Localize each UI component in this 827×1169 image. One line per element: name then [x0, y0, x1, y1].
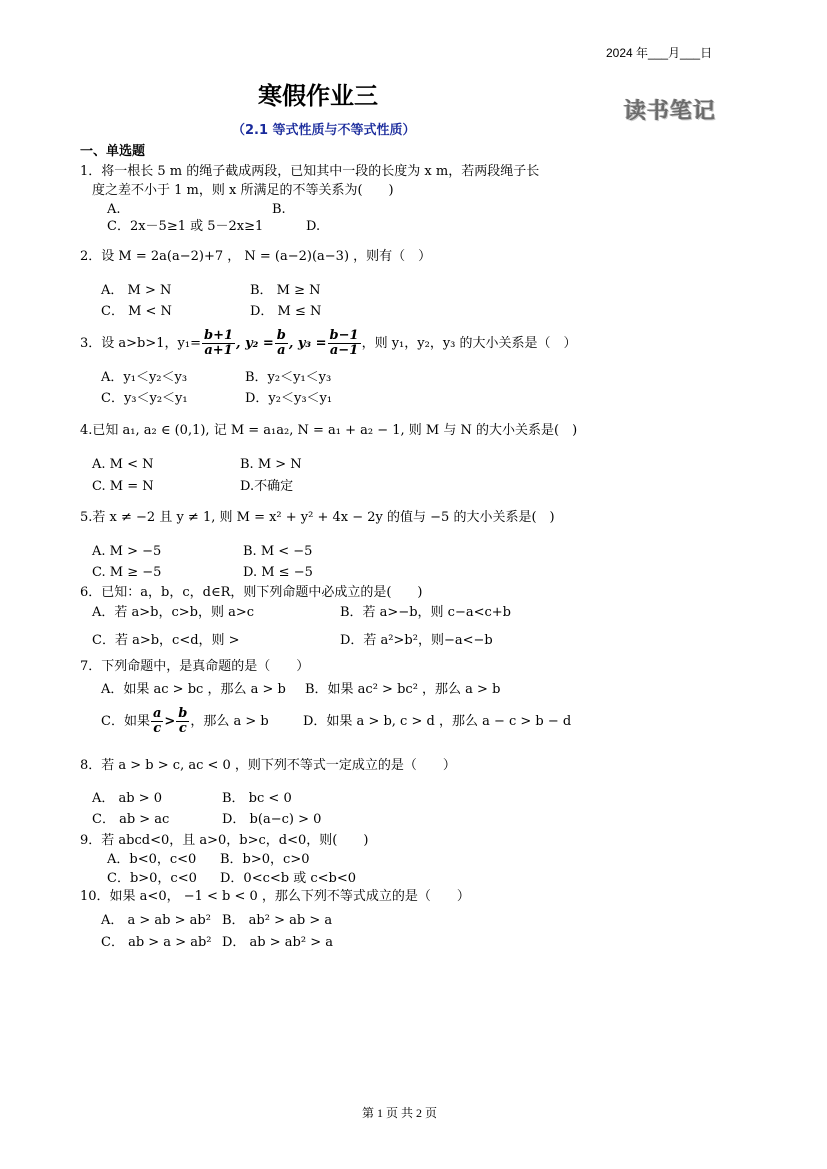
- page-subtitle: （2.1 等式性质与不等式性质）: [232, 123, 416, 138]
- question-stem: 2．设 M = 2a(a−2)+7 ， N = (a−2)(a−3) ，则有（ ）: [80, 249, 432, 264]
- question-stem: 10．如果 a<0， −1 < b < 0 ，那么下列不等式成立的是（ ）: [80, 889, 470, 904]
- option-d: D.: [306, 219, 321, 234]
- section-heading: 一、单选题: [80, 144, 146, 159]
- fraction-denominator: a+1: [204, 343, 233, 358]
- stem-prefix: 3．设 a>b>1，y₁=: [80, 336, 201, 351]
- option-d: D. M ≤ −5: [243, 565, 313, 580]
- option-b: B．b>0，c>0: [220, 852, 310, 867]
- option-c: [101, 705, 269, 739]
- question-stem: 4.已知 a₁, a₂ ∈ (0,1), 记 M = a₁a₂, N = a₁ + a₂ − 1, 则 M 与 N 的大小关系是( ): [80, 423, 578, 438]
- option-c-prefix: C．如果: [101, 714, 150, 729]
- question-stem: 9．若 abcd<0，且 a>0，b>c，d<0，则( ): [80, 833, 369, 848]
- option-b: B. M < −5: [243, 544, 313, 559]
- option-a: A．b<0，c<0: [107, 852, 197, 867]
- fraction-denominator: a: [277, 343, 286, 358]
- option-b: B． M ≥ N: [250, 283, 321, 298]
- option-b: B．y₂＜y₁＜y₃: [245, 370, 332, 385]
- option-a: A.: [107, 202, 121, 217]
- option-c: C． ab > ac: [92, 812, 170, 827]
- fraction-denominator: a−1: [329, 343, 359, 358]
- option-d: D． M ≤ N: [250, 304, 322, 319]
- date-line: 2024 年___月___日: [606, 46, 713, 60]
- option-c: C. M = N: [92, 479, 154, 494]
- option-c: C．2x－5≥1 或 5－2x≥1: [107, 219, 264, 234]
- fraction-b-over-c: [176, 707, 189, 736]
- fraction-numerator: a: [152, 706, 162, 721]
- option-b: B．如果 ac² > bc² ，那么 a > b: [305, 682, 501, 697]
- option-a: A．y₁＜y₂＜y₃: [101, 370, 188, 385]
- fraction-denominator: c: [178, 721, 187, 736]
- fraction-numerator: b+1: [203, 328, 234, 343]
- option-d: D．若 a²>b²，则−a<−b: [340, 633, 493, 648]
- fraction-a-over-c: [151, 707, 163, 736]
- option-a: A． a > ab > ab²: [101, 913, 211, 928]
- question-stem: 6．已知：a，b，c，d∈R，则下列命题中必成立的是( ): [80, 585, 423, 600]
- option-c: C． M < N: [101, 304, 172, 319]
- stem-y3: , y₃ =: [288, 336, 327, 351]
- option-a: A． ab > 0: [92, 791, 163, 806]
- option-c: C． ab > a > ab²: [101, 935, 212, 950]
- option-c: C. M ≥ −5: [92, 565, 162, 580]
- option-c: C．b>0，c<0: [107, 871, 197, 886]
- option-d: D． ab > ab² > a: [222, 935, 333, 950]
- option-b: B.: [272, 202, 286, 217]
- question-stem: 7．下列命题中，是真命题的是（ ）: [80, 659, 310, 674]
- option-b: B．若 a>−b，则 c−a<c+b: [340, 605, 511, 620]
- fraction-numerator: b: [178, 706, 188, 721]
- greater-than: >: [164, 714, 176, 729]
- question-stem: 8．若 a > b > c, ac < 0 ，则下列不等式一定成立的是（ ）: [80, 758, 456, 773]
- option-d: D.不确定: [240, 479, 294, 494]
- option-a: A．如果 ac > bc ，那么 a > b: [101, 682, 286, 697]
- fraction-denominator: c: [153, 721, 162, 736]
- option-c-suffix: ，那么 a > b: [190, 714, 269, 729]
- stem-y2: , y₂ =: [236, 336, 274, 351]
- option-d: D． b(a−c) > 0: [222, 812, 322, 827]
- option-d: D．0<c<b 或 c<b<0: [220, 871, 357, 886]
- option-c: C．y₃＜y₂＜y₁: [101, 391, 188, 406]
- question-stem-cont: 度之差不小于 1 m，则 x 所满足的不等关系为( ): [92, 183, 394, 198]
- reading-notes-logo: 读书笔记: [624, 99, 717, 124]
- fraction-y3: [328, 329, 361, 358]
- question-stem: [80, 328, 577, 360]
- option-d: D．y₂＜y₃＜y₁: [245, 391, 333, 406]
- option-a: A. M < N: [92, 457, 154, 472]
- fraction-numerator: b−1: [329, 328, 359, 343]
- option-b: B． bc < 0: [222, 791, 292, 806]
- stem-suffix: ，则 y₁，y₂，y₃ 的大小关系是（ ）: [361, 336, 577, 351]
- option-c: C．若 a>b，c<d，则 >: [92, 633, 240, 648]
- option-b: B. M > N: [240, 457, 302, 472]
- option-a: A． M > N: [101, 283, 172, 298]
- option-d: D．如果 a > b, c > d ，那么 a − c > b − d: [303, 714, 572, 729]
- page-footer: 第 1 页 共 2 页: [362, 1106, 438, 1120]
- option-b: B． ab² > ab > a: [222, 913, 333, 928]
- option-a: A. M > −5: [92, 544, 162, 559]
- fraction-y1: [202, 329, 235, 358]
- fraction-y2: [275, 329, 288, 358]
- option-a: A．若 a>b，c>b，则 a>c: [92, 605, 255, 620]
- fraction-numerator: b: [276, 328, 286, 343]
- page-title: 寒假作业三: [258, 82, 378, 110]
- question-stem: 1．将一根长 5 m 的绳子截成两段，已知其中一段的长度为 x m，若两段绳子长: [80, 164, 540, 179]
- question-stem: 5.若 x ≠ −2 且 y ≠ 1, 则 M = x² + y² + 4x − 2y 的值与 −5 的大小关系是( ): [80, 510, 555, 525]
